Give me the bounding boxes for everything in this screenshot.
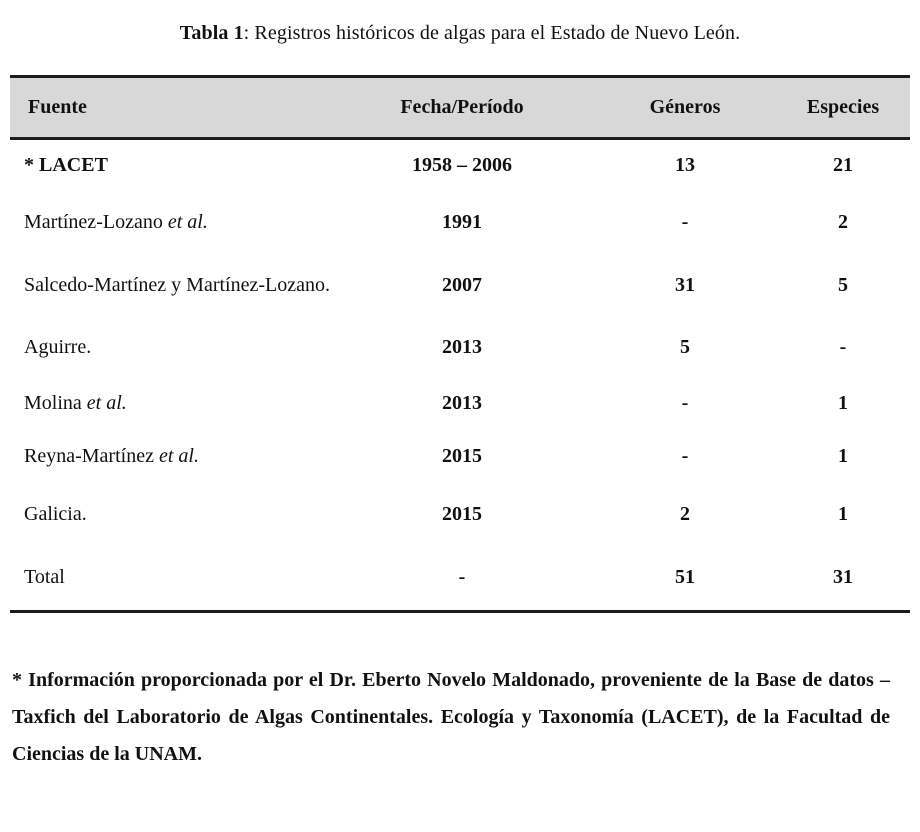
cell-fuente-etal: et al.: [158, 444, 199, 467]
cell-fuente-text: Aguirre.: [24, 335, 92, 358]
table-body: [10, 140, 910, 613]
cell-fuente-text: Galicia.: [24, 502, 87, 525]
cell-generos: -: [681, 391, 689, 414]
cell-especies: 2: [838, 210, 848, 233]
cell-fecha: 2015: [442, 502, 482, 525]
table-row: [10, 317, 910, 377]
cell-especies: -: [839, 335, 847, 358]
cell-fuente: [10, 336, 330, 359]
cell-especies: 5: [838, 274, 848, 296]
cell-fuente: [10, 392, 330, 415]
table-row: [10, 377, 910, 429]
cell-fecha: 2013: [442, 335, 482, 358]
table-caption-number: Tabla 1: [179, 22, 244, 44]
cell-fuente: [10, 154, 330, 177]
cell-generos: 31: [675, 274, 695, 296]
cell-fuente-text: Reyna-Martínez: [24, 444, 159, 467]
column-header-fuente: Fuente: [28, 96, 87, 118]
cell-fuente-text: Salcedo-Martínez y Martínez-Lozano.: [24, 274, 330, 296]
cell-fecha: 1991: [442, 210, 482, 233]
table-header-row: [10, 75, 910, 140]
cell-fuente-etal: et al.: [86, 391, 127, 414]
table-caption-text: : Registros históricos de algas para el Estado de Nuevo León.: [243, 22, 741, 44]
table-row: [10, 140, 910, 190]
cell-especies: 1: [838, 502, 848, 525]
cell-generos: 51: [675, 566, 695, 588]
records-table: [10, 75, 910, 613]
column-header-especies: Especies: [806, 96, 880, 118]
cell-generos: 5: [680, 335, 690, 358]
column-header-fecha: Fecha/Período: [400, 96, 524, 118]
table-row: [10, 190, 910, 254]
cell-fecha: 1958 – 2006: [412, 153, 512, 176]
table-row: [10, 254, 910, 317]
cell-especies: 21: [833, 153, 853, 176]
cell-especies: 31: [833, 566, 853, 588]
table-row: [10, 429, 910, 483]
table-row: [10, 483, 910, 545]
cell-generos: -: [681, 210, 689, 233]
cell-fecha: 2015: [442, 444, 482, 467]
table-row: [10, 545, 910, 610]
cell-generos: 13: [675, 153, 695, 176]
cell-fuente-text: Molina: [24, 391, 87, 414]
cell-fuente-etal: et al.: [167, 210, 208, 233]
cell-fuente: [10, 211, 330, 234]
column-header-generos: Géneros: [649, 96, 721, 118]
cell-fecha: 2007: [442, 274, 482, 296]
footnote: * Información proporcionada por el Dr. Eberto Novelo Maldonado, proveniente de la Base de datos – Taxfich del Laboratorio de Algas Continentales. Ecología y Taxonomía (LACET), de la Facultad de Ciencias de la UNAM.: [12, 669, 890, 765]
table-caption: [0, 0, 920, 45]
cell-generos: 2: [680, 502, 690, 525]
cell-fuente: [10, 566, 330, 589]
cell-fuente: [10, 503, 330, 526]
cell-fuente: [10, 445, 330, 468]
cell-fecha: -: [458, 566, 466, 588]
cell-fuente-text: * LACET: [24, 153, 108, 176]
cell-generos: -: [681, 444, 689, 467]
cell-fuente-text: Total: [24, 566, 65, 588]
cell-fecha: 2013: [442, 391, 482, 414]
cell-especies: 1: [838, 391, 848, 414]
cell-fuente-text: Martínez-Lozano: [24, 210, 168, 233]
cell-fuente: [10, 274, 330, 297]
cell-especies: 1: [838, 444, 848, 467]
